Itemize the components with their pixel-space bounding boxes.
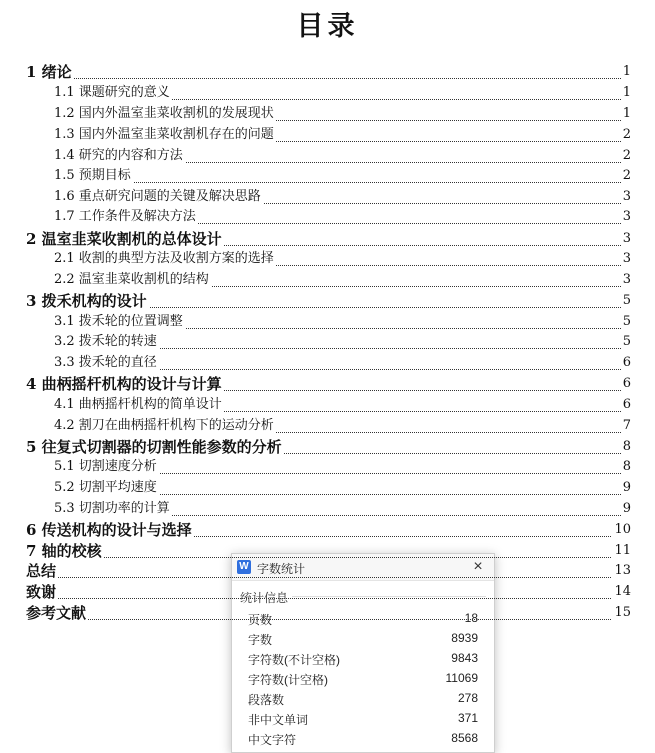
stat-value: 278 xyxy=(457,691,478,705)
toc-entry-title: 6 传送机构的设计与选择 xyxy=(26,521,192,539)
toc-entry[interactable] xyxy=(0,187,655,207)
toc-page-number: 3 xyxy=(621,207,631,227)
statistics-section-label: 统计信息 xyxy=(240,591,289,605)
stat-label: 字符数(不计空格) xyxy=(248,653,340,667)
stat-row xyxy=(248,691,478,711)
toc-entry[interactable] xyxy=(0,499,655,519)
stat-value: 371 xyxy=(457,711,478,725)
toc-entry-title: 5 往复式切割器的切割性能参数的分析 xyxy=(26,438,282,456)
word-count-dialog xyxy=(231,553,495,753)
toc-page-number: 5 xyxy=(621,291,631,311)
toc-entry-title: 5.1 切割速度分析 xyxy=(54,457,159,477)
toc-page-number: 6 xyxy=(621,395,631,415)
toc-page-number: 6 xyxy=(621,353,631,373)
toc-entry-title: 3 拨禾机构的设计 xyxy=(26,292,147,310)
toc-page-number: 1 xyxy=(621,62,631,82)
toc-page-number: 11 xyxy=(612,541,631,561)
stat-value: 9843 xyxy=(451,651,478,665)
toc-entry[interactable] xyxy=(0,270,655,290)
toc-dot-leader xyxy=(26,619,631,620)
stat-label: 非中文单词 xyxy=(248,713,309,727)
toc-entry[interactable] xyxy=(0,291,655,311)
toc-page-number: 15 xyxy=(612,603,631,623)
toc-entry[interactable] xyxy=(0,437,655,457)
toc-entry[interactable] xyxy=(0,83,655,103)
stat-label: 页数 xyxy=(248,613,273,627)
toc-entry-title: 3.1 拨禾轮的位置调整 xyxy=(54,312,185,332)
toc-entry-title: 5.3 切割功率的计算 xyxy=(54,499,172,519)
toc-entry-title: 1.1 课题研究的意义 xyxy=(54,83,172,103)
toc-entry-title: 1 绪论 xyxy=(26,63,72,81)
toc-page-number: 8 xyxy=(621,437,631,457)
toc-dot-leader xyxy=(26,557,631,558)
dialog-title: 字数统计 xyxy=(257,562,306,576)
toc-entry[interactable] xyxy=(0,62,655,82)
toc-entry[interactable] xyxy=(0,104,655,124)
toc-dot-leader xyxy=(26,78,631,79)
close-icon[interactable]: × xyxy=(473,558,483,575)
toc-entry[interactable] xyxy=(0,207,655,227)
toc-page-number: 2 xyxy=(621,166,631,186)
toc-dot-leader xyxy=(54,182,631,183)
toc-entry-title: 致谢 xyxy=(26,583,57,601)
stat-row xyxy=(248,651,478,671)
toc-page-number: 9 xyxy=(621,499,631,519)
stat-label: 段落数 xyxy=(248,693,285,707)
toc-page-number: 1 xyxy=(621,104,631,124)
stat-row xyxy=(248,671,478,691)
toc-page-number: 7 xyxy=(621,416,631,436)
toc-entry[interactable] xyxy=(0,332,655,352)
toc-entry[interactable] xyxy=(0,416,655,436)
toc-page-number: 2 xyxy=(621,125,631,145)
toc-entry-title: 3.3 拨禾轮的直径 xyxy=(54,353,159,373)
toc-entry-title: 总结 xyxy=(26,562,57,580)
toc-page-number: 6 xyxy=(621,374,631,394)
toc-page-number: 3 xyxy=(621,187,631,207)
toc-entry-title: 7 轴的校核 xyxy=(26,542,102,560)
toc-entry-title: 4.2 割刀在曲柄摇杆机构下的运动分析 xyxy=(54,416,276,436)
toc-page-number: 14 xyxy=(612,582,631,602)
toc-entry[interactable] xyxy=(0,166,655,186)
toc-dot-leader xyxy=(26,577,631,578)
toc-entry-title: 1.5 预期目标 xyxy=(54,166,133,186)
toc-entry-title: 1.2 国内外温室韭菜收割机的发展现状 xyxy=(54,104,276,124)
stat-value: 8939 xyxy=(451,631,478,645)
toc-entry[interactable] xyxy=(0,520,655,540)
stat-value: 8568 xyxy=(451,731,478,745)
toc-page-number: 1 xyxy=(621,83,631,103)
toc-entry-title: 1.3 国内外温室韭菜收割机存在的问题 xyxy=(54,125,276,145)
stat-label: 字符数(计空格) xyxy=(248,673,328,687)
toc-entry[interactable] xyxy=(0,395,655,415)
toc-page-number: 9 xyxy=(621,478,631,498)
toc-page-number: 3 xyxy=(621,270,631,290)
stat-value: 11069 xyxy=(445,671,478,685)
toc-page-number: 10 xyxy=(612,520,631,540)
toc-entry-title: 1.7 工作条件及解决方法 xyxy=(54,207,198,227)
toc-page-number: 5 xyxy=(621,332,631,352)
toc-entry[interactable] xyxy=(0,312,655,332)
toc-page-number: 2 xyxy=(621,146,631,166)
toc-entry-title: 2.1 收割的典型方法及收割方案的选择 xyxy=(54,249,276,269)
toc-entry[interactable] xyxy=(0,353,655,373)
toc-entry-title: 2.2 温室韭菜收割机的结构 xyxy=(54,270,211,290)
stat-row xyxy=(248,631,478,651)
stat-value: 18 xyxy=(464,611,478,625)
toc-entry-title: 参考文献 xyxy=(26,604,87,622)
toc-entry[interactable] xyxy=(0,249,655,269)
toc-page-number: 13 xyxy=(612,561,631,581)
toc-entry-title: 3.2 拨禾轮的转速 xyxy=(54,332,159,352)
toc-entry[interactable] xyxy=(0,125,655,145)
stat-label: 中文字符 xyxy=(248,733,297,747)
wps-writer-icon: W xyxy=(237,560,251,574)
toc-dot-leader xyxy=(26,598,631,599)
toc-entry[interactable] xyxy=(0,229,655,249)
toc-entry-title: 1.4 研究的内容和方法 xyxy=(54,146,185,166)
toc-entry[interactable] xyxy=(0,146,655,166)
section-divider xyxy=(292,596,486,597)
toc-entry-title: 2 温室韭菜收割机的总体设计 xyxy=(26,230,222,248)
toc-page-number: 3 xyxy=(621,229,631,249)
toc-entry-title: 1.6 重点研究问题的关键及解决思路 xyxy=(54,187,263,207)
stat-row xyxy=(248,711,478,731)
toc-entry-title: 5.2 切割平均速度 xyxy=(54,478,159,498)
toc-entry-title: 4 曲柄摇杆机构的设计与计算 xyxy=(26,375,222,393)
stat-row xyxy=(248,611,478,631)
toc-page-number: 3 xyxy=(621,249,631,269)
toc-entry[interactable] xyxy=(0,478,655,498)
toc-page-number: 8 xyxy=(621,457,631,477)
toc-page-number: 5 xyxy=(621,312,631,332)
document-title: 目录 xyxy=(296,11,359,42)
toc-entry[interactable] xyxy=(0,457,655,477)
stat-row xyxy=(248,731,478,751)
toc-entry-title: 4.1 曲柄摇杆机构的简单设计 xyxy=(54,395,224,415)
stat-label: 字数 xyxy=(248,633,273,647)
toc-entry[interactable] xyxy=(0,374,655,394)
